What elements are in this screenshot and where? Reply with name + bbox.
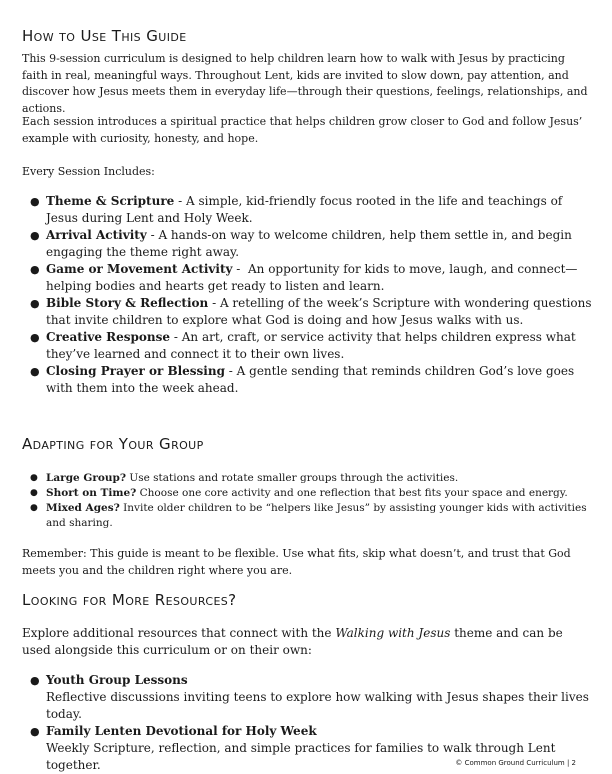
item-term: Creative Response (46, 330, 171, 344)
bullet-icon: ● (30, 503, 38, 513)
bullet-icon: ● (30, 674, 40, 687)
remember-paragraph: Remember: This guide is meant to be flexible. Use what fits, skip what doesn’t, and trust that God meets you and the children right where you are. (22, 547, 571, 577)
bullet-icon: ● (30, 473, 38, 483)
session-includes-list (22, 193, 594, 397)
list-item (22, 261, 594, 295)
bullet-icon: ● (30, 297, 40, 310)
item-term: Family Lenten Devotional for Holy Week (46, 724, 317, 738)
item-term: Youth Group Lessons (46, 673, 188, 687)
item-text: Weekly Scripture, reflection, and simple practices for families to walk through Lent together. (46, 741, 556, 772)
adapting-list (22, 471, 594, 531)
item-text: A retelling of the week’s Scripture with wondering questions that invite children to explore what God is doing and how Jesus walks with us. (46, 296, 592, 327)
section-title-resources: Looking for More Resources? (22, 591, 237, 609)
page-footer: © Common Ground Curriculum | 2 (455, 759, 576, 767)
bullet-icon: ● (30, 229, 40, 242)
item-separator: - (224, 364, 237, 378)
resources-intro-text-end: theme and can be used alongside this curriculum or on their own: (22, 626, 563, 657)
item-term: Closing Prayer or Blessing (46, 364, 225, 378)
bullet-icon: ● (30, 195, 40, 208)
item-separator: - (174, 194, 186, 208)
list-item (22, 672, 594, 723)
item-text: Reflective discussions inviting teens to explore how walking with Jesus shapes their lives today. (46, 690, 589, 721)
bullet-icon: ● (30, 263, 40, 276)
item-text: An opportunity for kids to move, laugh, and connect—helping bodies and hearts get ready to listen and learn. (46, 262, 578, 293)
item-term: Mixed Ages? (46, 502, 120, 514)
bullet-icon: ● (30, 331, 40, 344)
item-text: Invite older children to be “helpers like Jesus” by assisting younger kids with activities and sharing. (46, 502, 587, 529)
item-text: Use stations and rotate smaller groups through the activities. (126, 472, 459, 484)
section-title-adapting: Adapting for Your Group (22, 435, 204, 453)
list-item (22, 501, 594, 531)
list-item (22, 471, 594, 486)
list-item (22, 295, 594, 329)
item-term: Theme & Scripture (46, 194, 175, 208)
list-item (22, 363, 594, 397)
item-term: Short on Time? (46, 487, 137, 499)
list-item (22, 486, 594, 501)
item-term: Bible Story & Reflection (46, 296, 209, 310)
guide-intro-paragraph: This 9-session curriculum is designed to help children learn how to walk with Jesus by practicing faith in real, meaningful ways. Throughout Lent, kids are invited to slow down, pay attention, and discover how Jesus meets them in everyday life—through their questions, feelings, relationships, and actions. (22, 52, 588, 115)
item-term: Game or Movement Activity (46, 262, 233, 276)
item-separator: - (208, 296, 220, 310)
item-separator: - (146, 228, 159, 242)
bullet-icon: ● (30, 725, 40, 738)
item-separator: - (170, 330, 182, 344)
item-text: Choose one core activity and one reflection that best fits your space and energy. (136, 487, 568, 499)
list-item (22, 227, 594, 261)
item-text: A simple, kid-friendly focus rooted in the life and teachings of Jesus during Lent and Holy Week. (46, 194, 563, 225)
bullet-icon: ● (30, 365, 40, 378)
resources-intro-paragraph (22, 625, 594, 659)
list-item (22, 193, 594, 227)
list-item (22, 329, 594, 363)
resources-intro-text: Explore additional resources that connect with the (22, 626, 336, 640)
resources-theme-title: Walking with Jesus (335, 626, 451, 640)
section-title-guide: How to Use This Guide (22, 27, 187, 45)
item-term: Large Group? (46, 472, 127, 484)
item-separator: - (232, 262, 248, 276)
item-text: An art, craft, or service activity that helps children express what they’ve learned and connect it to their own lives. (46, 330, 576, 361)
item-text: A hands-on way to welcome children, help them settle in, and begin engaging the theme right away. (46, 228, 572, 259)
bullet-icon: ● (30, 488, 38, 498)
item-text: A gentle sending that reminds children God’s love goes with them into the week ahead. (46, 364, 575, 395)
guide-practice-paragraph: Each session introduces a spiritual practice that helps children grow closer to God and follow Jesus’ example with curiosity, honesty, and hope. (22, 115, 583, 145)
includes-label: Every Session Includes: (22, 165, 155, 178)
item-term: Arrival Activity (46, 228, 147, 242)
